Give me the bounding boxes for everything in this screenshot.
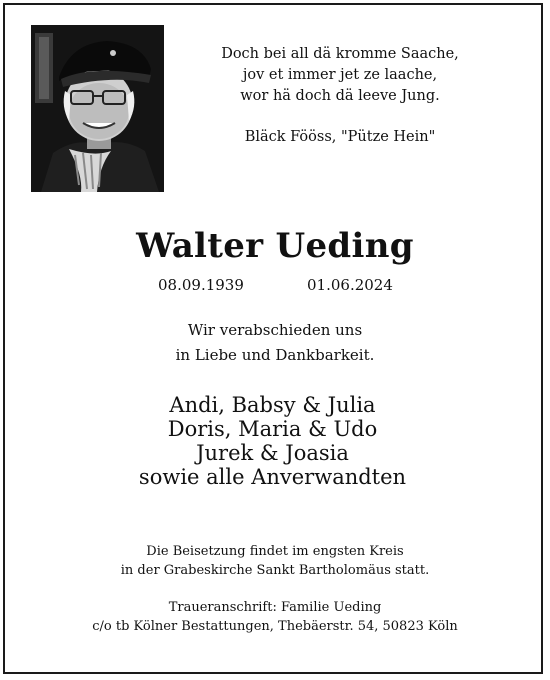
poem-credit: Bläck Fööss, "Pütze Hein" <box>244 129 436 145</box>
poem-line: jov et immer jet ze laache, <box>242 67 438 83</box>
poem-quote <box>205 44 475 148</box>
death-date: 01.06.2024 <box>307 276 393 294</box>
funeral-info <box>0 542 550 580</box>
mourner-entry: Jurek & Joasia <box>196 441 349 465</box>
funeral-line: Die Beisetzung findet im engsten Kreis <box>146 544 404 559</box>
mourners-list <box>0 393 545 489</box>
birth-date: 08.09.1939 <box>158 276 244 294</box>
farewell-line: Wir verabschieden uns <box>187 321 363 339</box>
address-line: Traueranschrift: Familie Ueding <box>168 600 382 615</box>
farewell-text <box>0 318 550 368</box>
deceased-name: Walter Ueding <box>136 226 414 266</box>
farewell-line: in Liebe und Dankbarkeit. <box>175 346 375 364</box>
mourner-entry: sowie alle Anverwandten <box>138 465 407 489</box>
mourning-address <box>0 598 550 636</box>
portrait-photo <box>31 25 164 192</box>
mourner-entry: Doris, Maria & Udo <box>167 417 378 441</box>
mourner-entry: Andi, Babsy & Julia <box>169 393 376 417</box>
poem-line: wor hä doch dä leeve Jung. <box>240 88 440 104</box>
poem-line: Doch bei all dä kromme Saache, <box>221 46 459 62</box>
address-line: c/o tb Kölner Bestattungen, Thebäerstr. 54, 50823 Köln <box>92 619 458 634</box>
funeral-line: in der Grabeskirche Sankt Bartholomäus statt. <box>120 563 430 578</box>
